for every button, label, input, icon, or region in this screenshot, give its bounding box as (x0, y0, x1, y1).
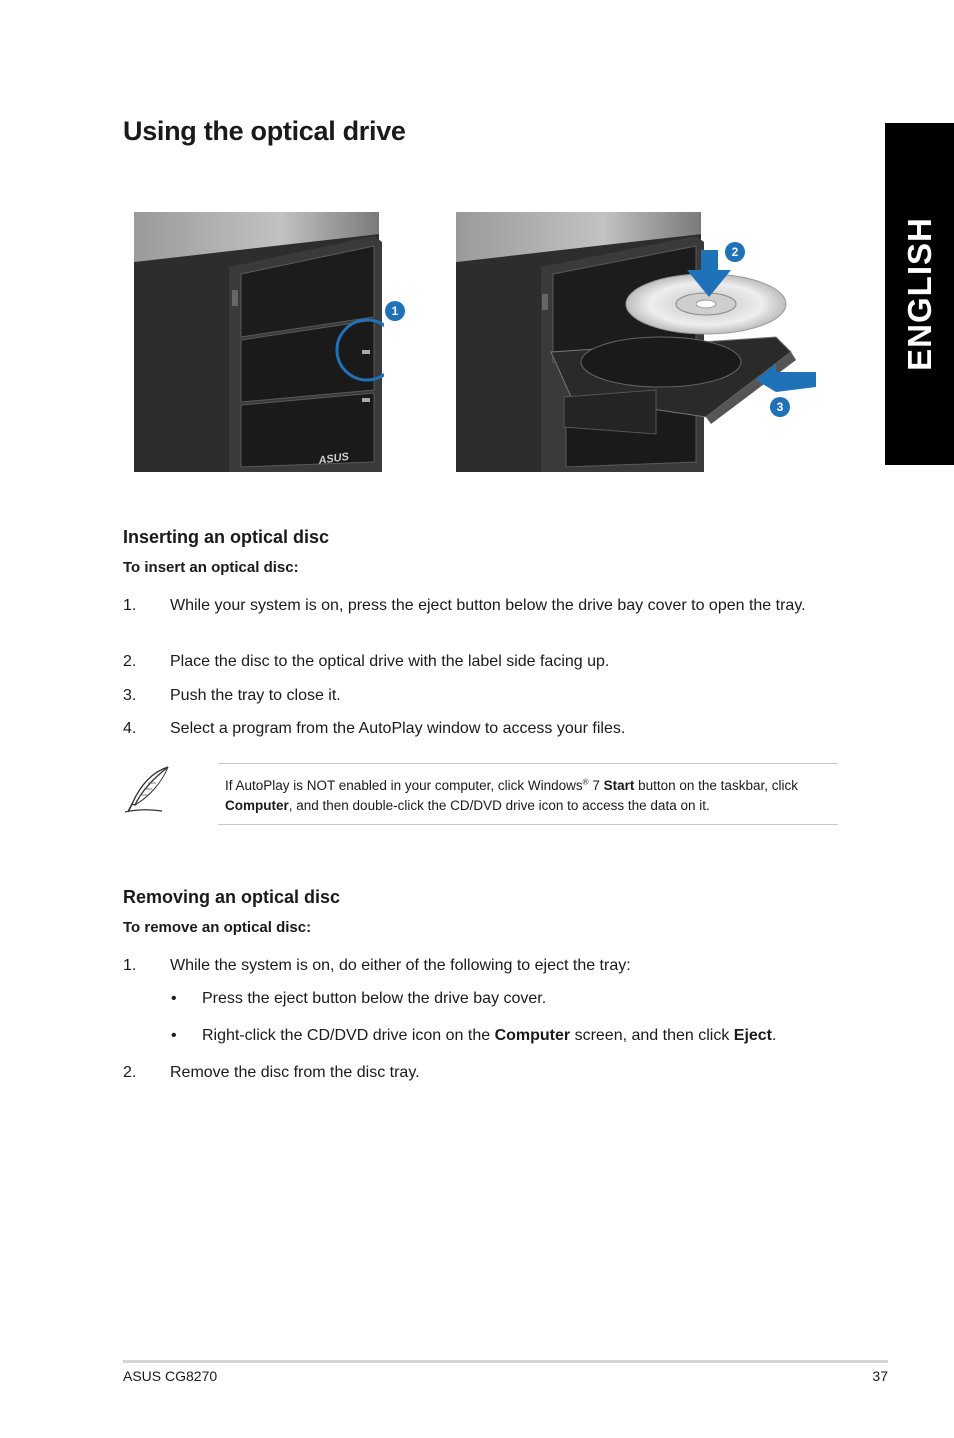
insert-step-2: 2. Place the disc to the optical drive with the label side facing up. (123, 653, 610, 670)
remove-bullet-1: • Press the eject button below the drive bay cover. (171, 990, 547, 1007)
insert-step-4: 4. Select a program from the AutoPlay window to access your files. (123, 720, 626, 737)
callout-2: 2 (725, 242, 745, 262)
remove-step-2: 2. Remove the disc from the disc tray. (123, 1064, 420, 1081)
open-tray-illustration (456, 212, 826, 472)
language-tab (885, 123, 954, 465)
callout-3: 3 (770, 397, 790, 417)
footer-divider (123, 1360, 888, 1363)
note-text: If AutoPlay is NOT enabled in your computer, click Windows® 7 Start button on the taskbar, click Computer, and then double-click the CD/DVD drive icon to access the data on it. (225, 777, 798, 813)
pc-case-front-illustration (134, 212, 384, 472)
callout-1-badge: 1 (385, 301, 405, 321)
removing-subheading: To remove an optical disc: (123, 919, 312, 936)
removing-heading: Removing an optical disc (123, 887, 341, 907)
footer-page-number: 37 (872, 1368, 888, 1384)
feather-pen-icon (122, 764, 174, 816)
inserting-heading: Inserting an optical disc (123, 527, 330, 547)
insert-step-1: 1. While your system is on, press the eject button below the drive bay cover to open the tray. (123, 597, 806, 614)
footer-model: ASUS CG8270 (123, 1368, 218, 1384)
insert-step-3: 3. Push the tray to close it. (123, 687, 341, 704)
remove-step-1: 1. While the system is on, do either of the following to eject the tray: (123, 957, 631, 974)
language-tab-label: ENGLISH (900, 217, 938, 371)
figure-eject-button (134, 212, 384, 472)
figure-disc-tray (456, 212, 826, 472)
page-title: Using the optical drive (123, 116, 406, 146)
asus-logo: ASUS (317, 450, 350, 467)
remove-bullet-2: • Right-click the CD/DVD drive icon on the Computer screen, and then click Eject. (171, 1027, 777, 1044)
inserting-subheading: To insert an optical disc: (123, 559, 299, 576)
note-box (218, 763, 838, 825)
